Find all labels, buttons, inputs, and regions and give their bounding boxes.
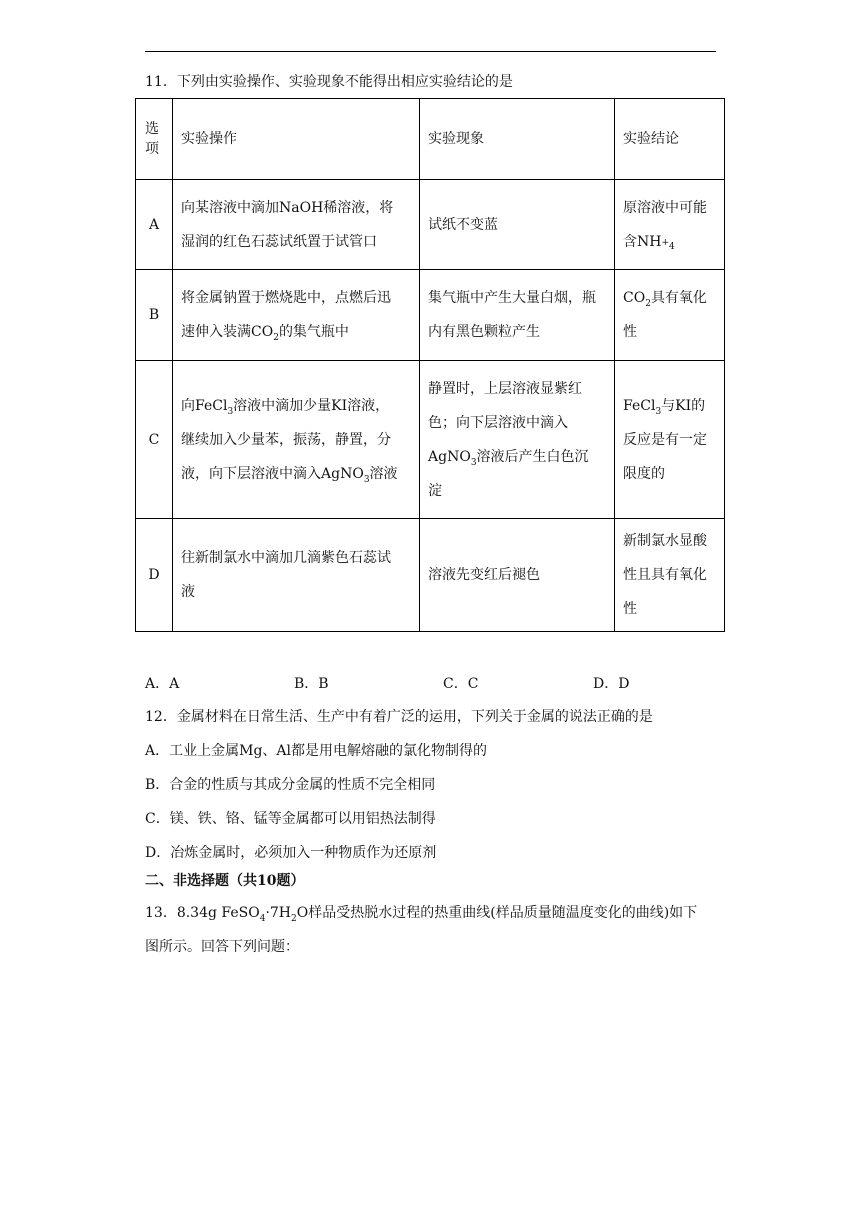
row-a-option: A	[136, 180, 173, 270]
row-b-conclusion: $CO_2$具有氧化 性	[615, 270, 725, 361]
header-operation: 实验操作	[173, 99, 420, 180]
row-a-operation: 向某溶液中滴加NaOH稀溶液，将 湿润的红色石蕊试纸置于试管口	[173, 180, 420, 270]
row-b-option: B	[136, 270, 173, 361]
question-13-line1: 13．8.34g $FeSO_4\cdot 7H_2O$样品受热脱水过程的热重曲线(样品质量随温度变化的曲线)如下	[145, 905, 698, 924]
question-12-stem: 12．金属材料在日常生活、生产中有着广泛的运用，下列关于金属的说法正确的是	[145, 709, 653, 725]
row-d-conclusion: 新制氯水显酸 性且具有氧化 性	[615, 519, 725, 632]
section-heading: 二、非选择题（共10题）	[145, 873, 305, 889]
header-conclusion: 实验结论	[615, 99, 725, 180]
row-a-conclusion: 原溶液中可能 含$NH_{^+4}$	[615, 180, 725, 270]
row-b-operation: 将金属钠置于燃烧匙中，点燃后迅 速伸入装满$CO_2$的集气瓶中	[173, 270, 420, 361]
q12-option-a[interactable]: A．工业上金属Mg、Al都是用电解熔融的氯化物制得的	[145, 743, 487, 759]
choice-c[interactable]: C．C	[443, 676, 479, 692]
row-c-phenomenon: 静置时，上层溶液显紫红 色；向下层溶液中滴入 AgNO$_3$溶液后产生白色沉 淀	[420, 361, 615, 519]
header-phenomenon: 实验现象	[420, 99, 615, 180]
choice-b[interactable]: B．B	[294, 676, 329, 692]
q12-option-d[interactable]: D．冶炼金属时，必须加入一种物质作为还原剂	[145, 845, 437, 861]
choice-a[interactable]: A．A	[145, 676, 180, 692]
row-b-phenomenon: 集气瓶中产生大量白烟，瓶 内有黑色颗粒产生	[420, 270, 615, 361]
choice-d[interactable]: D．D	[593, 676, 630, 692]
q12-option-c[interactable]: C．镁、铁、铬、锰等金属都可以用铝热法制得	[145, 811, 436, 827]
header-rule	[145, 51, 716, 52]
row-c-conclusion: FeCl$_3$与KI的 反应是有一定 限度的	[615, 361, 725, 519]
row-d-phenomenon: 溶液先变红后褪色	[420, 519, 615, 632]
header-option: 选项	[136, 99, 173, 180]
table-row-b	[136, 270, 725, 361]
question-11-choices	[145, 674, 745, 694]
row-d-option: D	[136, 519, 173, 632]
table-row-d	[136, 519, 725, 632]
table-row-c	[136, 361, 725, 519]
table-header-row	[136, 99, 725, 180]
question-11-stem: 11．下列由实验操作、实验现象不能得出相应实验结论的是	[145, 74, 513, 90]
row-a-phenomenon: 试纸不变蓝	[420, 180, 615, 270]
row-d-operation: 往新制氯水中滴加几滴紫色石蕊试 液	[173, 519, 420, 632]
question-13-line2: 图所示。回答下列问题：	[145, 939, 299, 955]
experiment-table	[135, 98, 725, 632]
row-c-option: C	[136, 361, 173, 519]
q12-option-b[interactable]: B．合金的性质与其成分金属的性质不完全相同	[145, 777, 436, 793]
table-row-a	[136, 180, 725, 270]
row-c-operation: 向FeCl$_3$溶液中滴加少量KI溶液， 继续加入少量苯，振荡，静置，分 液，向下层溶液中滴入AgNO$_3$溶液	[173, 361, 420, 519]
